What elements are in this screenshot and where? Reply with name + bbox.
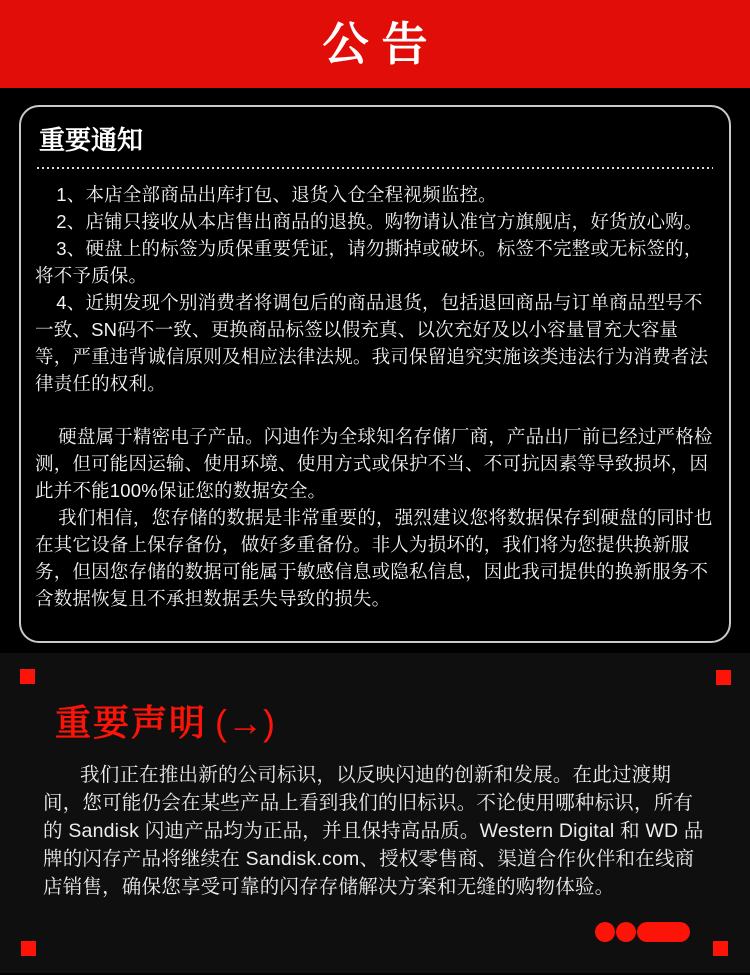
dot-icon: [595, 922, 615, 942]
dot-pill-icon: [637, 922, 690, 942]
notice-item-4: 4、近期发现个别消费者将调包后的商品退货，包括退回商品与订单商品型号不一致、SN码不一致、更换商品标签以假充真、以次充好及以小容量冒充大容量等，严重违背诚信原则及相应法律法规。我司保留追究实施该类违法行为消费者法律责任的权利。: [35, 292, 709, 394]
notice-card: [19, 105, 731, 643]
ellipsis-dots-icon: [595, 922, 690, 942]
statement-section: [0, 653, 750, 973]
arrow-right-icon: (→): [215, 702, 275, 743]
corner-accent-top-right: [716, 670, 731, 685]
notice-divider: [37, 167, 713, 169]
corner-accent-bottom-left: [21, 941, 36, 956]
notice-item-1: 1、本店全部商品出库打包、退货入仓全程视频监控。: [56, 184, 497, 205]
corner-accent-top-left: [20, 669, 35, 684]
dot-icon: [616, 922, 636, 942]
announcement-banner: [0, 0, 750, 88]
notice-paragraph-1: 硬盘属于精密电子产品。闪迪作为全球知名存储厂商，产品出厂前已经过严格检测，但可能因运输、使用环境、使用方式或保护不当、不可抗因素等导致损坏，因此并不能100%保证您的数据安全。: [35, 426, 713, 501]
notice-paragraph-2: 我们相信，您存储的数据是非常重要的，强烈建议您将数据保存到硬盘的同时也在其它设备上保存备份，做好多重备份。非人为损坏的，我们将为您提供换新服务，但因您存储的数据可能属于敏感信息或隐私信息，因此我司提供的换新服务不含数据恢复且不承担数据丢失导致的损失。: [35, 507, 713, 609]
page-title: 公告: [322, 18, 441, 70]
notice-heading: 重要通知: [39, 125, 144, 155]
statement-title-text: 重要声明: [55, 702, 208, 743]
corner-accent-bottom-right: [713, 941, 728, 956]
notice-item-3: 3、硬盘上的标签为质保重要凭证，请勿撕掉或破坏。标签不完整或无标签的，将不予质保。: [35, 238, 703, 286]
notice-item-2: 2、店铺只接收从本店售出商品的退换。购物请认准官方旗舰店，好货放心购。: [56, 211, 703, 232]
notice-section: [0, 88, 750, 653]
statement-body: 我们正在推出新的公司标识，以反映闪迪的创新和发展。在此过渡期间，您可能仍会在某些产品上看到我们的旧标识。不论使用哪种标识，所有的 Sandisk 闪迪产品均为正品，并且保持高品质。Western Digital 和 WD 品牌的闪存产品将继续在 Sandisk.com、授权零售商、渠道合作伙伴和在线商店销售，确保您享受可靠的闪存存储解决方案和无缝的购物体验。: [43, 764, 704, 898]
statement-title: [55, 702, 275, 743]
